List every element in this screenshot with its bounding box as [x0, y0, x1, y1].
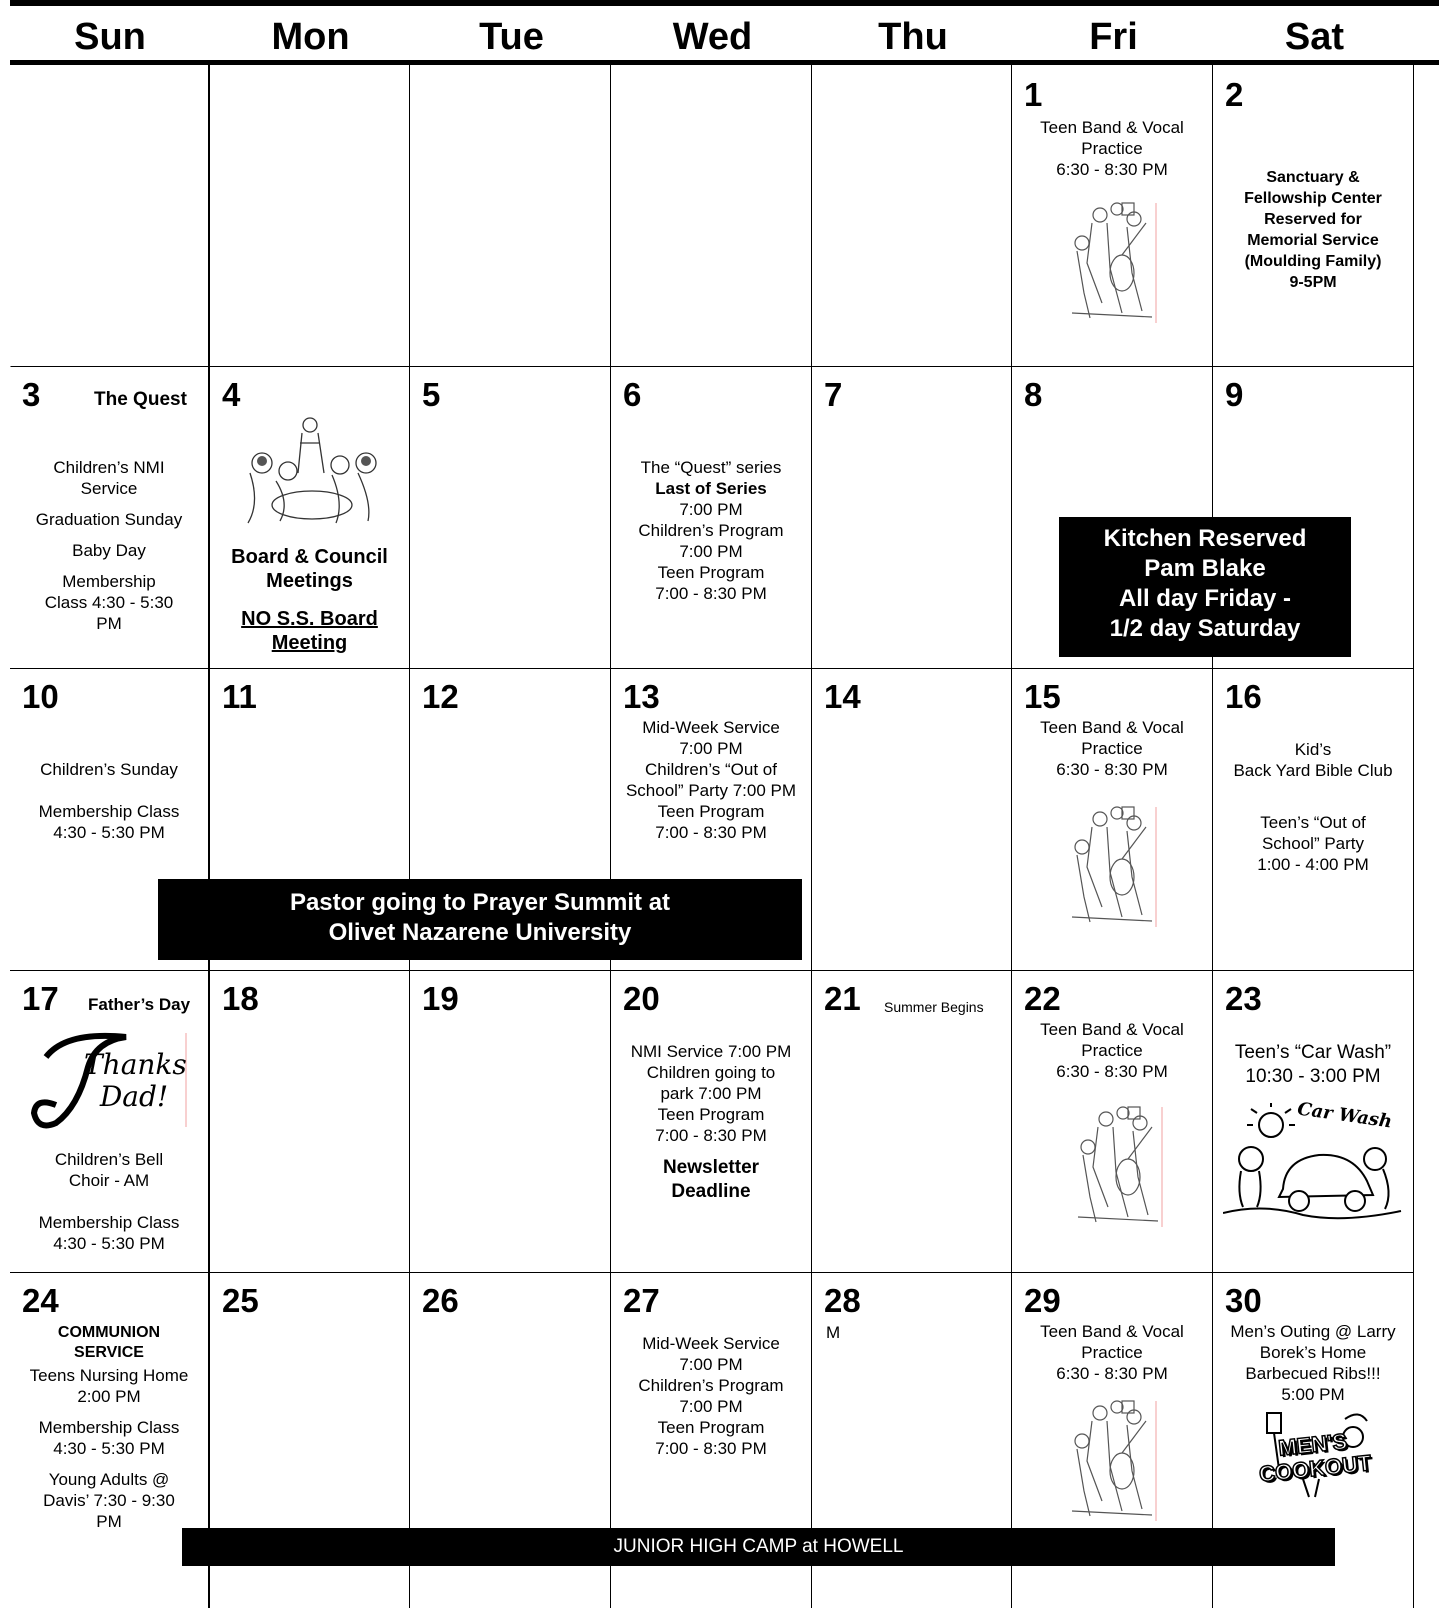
- day-cell-empty: [10, 65, 209, 367]
- day-number: 16: [1225, 678, 1262, 715]
- banner-line: Kitchen Reserved: [1103, 525, 1307, 552]
- day-note: NO S.S. Board Meeting: [241, 608, 378, 654]
- header-mon: Mon: [271, 16, 350, 58]
- event-text: Teen Band & Vocal Practice: [1040, 718, 1184, 758]
- event-text: Teen Program: [657, 1418, 765, 1437]
- event-text: Teen Program: [657, 1105, 765, 1124]
- event-text: Children’s NMI Service: [53, 458, 165, 498]
- event-time: 7:00 - 8:30 PM: [655, 1126, 767, 1145]
- day-number: 20: [623, 980, 660, 1017]
- event-text: Teen Band & Vocal Practice: [1040, 118, 1184, 158]
- day-cell-21[interactable]: [812, 971, 1012, 1273]
- event-time: 6:30 - 8:30 PM: [1056, 1364, 1168, 1383]
- prayer-summit-banner: [158, 879, 802, 960]
- day-cell-14[interactable]: [812, 669, 1012, 971]
- day-number: 8: [1024, 376, 1043, 413]
- header-sun: Sun: [74, 16, 146, 58]
- event-text: Membership Class 4:30 - 5:30 PM: [38, 802, 180, 842]
- meeting-people-icon: [240, 413, 385, 525]
- event-time: 1:00 - 4:00 PM: [1257, 855, 1369, 874]
- event-time: 7:00 - 8:30 PM: [655, 1439, 767, 1458]
- event-time: 10:30 - 3:00 PM: [1245, 1066, 1381, 1087]
- event-time: 7:00 PM: [679, 500, 743, 519]
- event-text: Children’s Program: [638, 1376, 784, 1395]
- day-side-note: Summer Begins: [884, 999, 984, 1015]
- day-events: [1012, 117, 1212, 180]
- day-events: [611, 1041, 811, 1204]
- day-number: 13: [623, 678, 660, 715]
- banner-line: Pastor going to Prayer Summit at: [289, 889, 671, 916]
- banner-line: All day Friday -: [1118, 585, 1292, 612]
- day-number: 11: [222, 678, 257, 715]
- day-number: 2: [1225, 76, 1244, 113]
- day-number: 10: [22, 678, 59, 715]
- mens-cookout-art: [1249, 1409, 1379, 1499]
- band-musicians-icon: [1062, 797, 1162, 929]
- event-time: 9-5PM: [1289, 274, 1337, 291]
- weekday-header: [10, 6, 1439, 60]
- day-events: [10, 1365, 208, 1542]
- event-time: 7:00 - 8:30 PM: [655, 584, 767, 603]
- car-wash-art: [1223, 1098, 1403, 1223]
- day-events: [1213, 1041, 1413, 1089]
- thanks-dad-art: [26, 1027, 194, 1131]
- day-cell-1[interactable]: [1012, 65, 1213, 367]
- day-number: 26: [422, 1282, 459, 1319]
- day-cell-4[interactable]: [209, 367, 410, 669]
- event-text: Sanctuary & Fellowship Center Reserved for Memorial Service (Moulding Family): [1244, 169, 1382, 270]
- day-number: 21: [824, 980, 861, 1017]
- event-text: Teen Band & Vocal Practice: [1040, 1020, 1184, 1060]
- day-title: Board & Council Meetings: [231, 546, 388, 592]
- event-text: Teens Nursing Home 2:00 PM: [29, 1366, 189, 1406]
- event-text: Last of Series: [655, 479, 767, 498]
- day-number: 4: [222, 376, 241, 413]
- day-events: [611, 717, 811, 843]
- event-text: Children going to park 7:00 PM: [646, 1063, 776, 1103]
- event-text: Teen’s “Car Wash”: [1234, 1042, 1392, 1063]
- day-events: [1012, 717, 1212, 780]
- event-time: 7:00 PM: [679, 739, 743, 758]
- day-number: 25: [222, 1282, 259, 1319]
- day-events: [1012, 1019, 1212, 1082]
- event-text: Mid-Week Service: [642, 1334, 780, 1353]
- band-musicians-icon: [1068, 1097, 1168, 1229]
- event-text: Teen Program: [657, 802, 765, 821]
- day-number: 29: [1024, 1282, 1061, 1319]
- day-number: 3: [22, 376, 41, 413]
- day-number: 30: [1225, 1282, 1262, 1319]
- day-cell-20[interactable]: [611, 971, 812, 1273]
- event-text: Children’s Program: [638, 521, 784, 540]
- day-cell-18[interactable]: [209, 971, 410, 1273]
- event-time: 6:30 - 8:30 PM: [1056, 160, 1168, 179]
- day-number: 7: [824, 376, 843, 413]
- event-text: Kid’s: [1294, 740, 1332, 759]
- event-text: Membership Class 4:30 - 5:30 PM: [38, 1418, 180, 1458]
- event-time: 7:00 - 8:30 PM: [655, 823, 767, 842]
- event-time: 5:00 PM: [1281, 1385, 1345, 1404]
- event-time: 7:00 PM: [679, 542, 743, 561]
- event-text: Children’s Bell Choir - AM: [54, 1150, 164, 1190]
- day-events: [1213, 1321, 1413, 1405]
- day-cell-3[interactable]: [10, 367, 209, 669]
- day-number: 28: [824, 1282, 861, 1319]
- event-text: Young Adults @ Davis’ 7:30 - 9:30 PM: [43, 1470, 175, 1531]
- day-cell-empty: [611, 65, 812, 367]
- banner-line: 1/2 day Saturday: [1109, 615, 1301, 642]
- day-number: 27: [623, 1282, 660, 1319]
- header-fri: Fri: [1089, 16, 1138, 58]
- day-events: [1213, 739, 1413, 875]
- band-musicians-icon: [1062, 1391, 1162, 1523]
- calendar-grid: [10, 65, 1439, 1608]
- day-number: 15: [1024, 678, 1061, 715]
- event-text: Teen Program: [657, 563, 765, 582]
- day-cell-15[interactable]: [1012, 669, 1213, 971]
- day-events: [611, 1333, 811, 1459]
- day-number: 18: [222, 980, 259, 1017]
- event-text: Teen’s “Out of School” Party: [1260, 813, 1366, 853]
- day-number: 5: [422, 376, 441, 413]
- banner-line: Pam Blake: [1144, 555, 1266, 582]
- car-wash-art-label: Car Wash: [1296, 1098, 1394, 1133]
- event-text: Graduation Sunday: [35, 510, 183, 529]
- thanks-dad-text: Thanks Dad!: [84, 1048, 187, 1113]
- day-cell-6[interactable]: [611, 367, 812, 669]
- day-number: 6: [623, 376, 642, 413]
- event-text: Mid-Week Service: [642, 718, 780, 737]
- day-cell-empty: [410, 65, 611, 367]
- event-text: The “Quest” series: [640, 458, 782, 477]
- day-events: [611, 457, 811, 604]
- day-events: [10, 759, 208, 853]
- event-time: 7:00 PM: [679, 1397, 743, 1416]
- header-sat: Sat: [1284, 16, 1345, 58]
- day-cell-2[interactable]: [1213, 65, 1414, 367]
- day-events: [1012, 1321, 1212, 1384]
- day-side-note: Father’s Day: [88, 995, 191, 1014]
- event-text: Children’s “Out of School” Party 7:00 PM: [625, 760, 797, 800]
- day-cell-19[interactable]: [410, 971, 611, 1273]
- event-text: Children’s Sunday: [40, 760, 178, 779]
- event-text: Membership Class 4:30 - 5:30 PM: [38, 1213, 180, 1253]
- day-events: [1213, 167, 1413, 293]
- day-cell-24[interactable]: [10, 1273, 209, 1608]
- kitchen-reserved-banner: [1059, 517, 1351, 657]
- mens-cookout-label: MEN'S COOKOUT: [1257, 1428, 1373, 1487]
- event-text: M: [826, 1323, 841, 1342]
- day-number: 9: [1225, 376, 1244, 413]
- event-text: Teen Band & Vocal Practice: [1040, 1322, 1184, 1362]
- day-events: [10, 1149, 208, 1264]
- day-cell-17[interactable]: [10, 971, 209, 1273]
- day-number: 19: [422, 980, 459, 1017]
- banner-line: Olivet Nazarene University: [328, 919, 632, 946]
- day-number: 12: [422, 678, 459, 715]
- day-cell-22[interactable]: [1012, 971, 1213, 1273]
- event-time: 6:30 - 8:30 PM: [1056, 760, 1168, 779]
- day-cell-empty: [209, 65, 410, 367]
- event-text: Back Yard Bible Club: [1233, 761, 1393, 780]
- header-wed: Wed: [672, 16, 753, 58]
- event-text: Baby Day: [72, 541, 146, 560]
- day-cell-16[interactable]: [1213, 669, 1414, 971]
- day-title: COMMUNION SERVICE: [57, 1324, 161, 1361]
- day-number: 22: [1024, 980, 1061, 1017]
- event-time: 7:00 PM: [679, 1355, 743, 1374]
- day-cell-5[interactable]: [410, 367, 611, 669]
- header-thu: Thu: [878, 16, 948, 58]
- event-time: 6:30 - 8:30 PM: [1056, 1062, 1168, 1081]
- header-tue: Tue: [479, 16, 544, 58]
- day-events: [10, 457, 208, 644]
- deadline-note: Newsletter Deadline: [662, 1157, 760, 1202]
- day-number: 17: [22, 980, 59, 1017]
- day-number: 1: [1024, 76, 1043, 113]
- day-cell-empty: [812, 65, 1012, 367]
- day-number: 24: [22, 1282, 59, 1319]
- event-text: NMI Service 7:00 PM: [630, 1042, 792, 1061]
- day-side-note: The Quest: [94, 389, 187, 410]
- junior-high-camp-banner: JUNIOR HIGH CAMP at HOWELL: [182, 1528, 1335, 1566]
- day-cell-7[interactable]: [812, 367, 1012, 669]
- event-text: Men’s Outing @ Larry Borek’s Home Barbecued Ribs!!!: [1230, 1322, 1396, 1383]
- day-cell-23[interactable]: [1213, 971, 1414, 1273]
- day-number: 23: [1225, 980, 1262, 1017]
- event-text: Membership Class 4:30 - 5:30 PM: [44, 572, 174, 633]
- day-number: 14: [824, 678, 861, 715]
- band-musicians-icon: [1062, 193, 1162, 325]
